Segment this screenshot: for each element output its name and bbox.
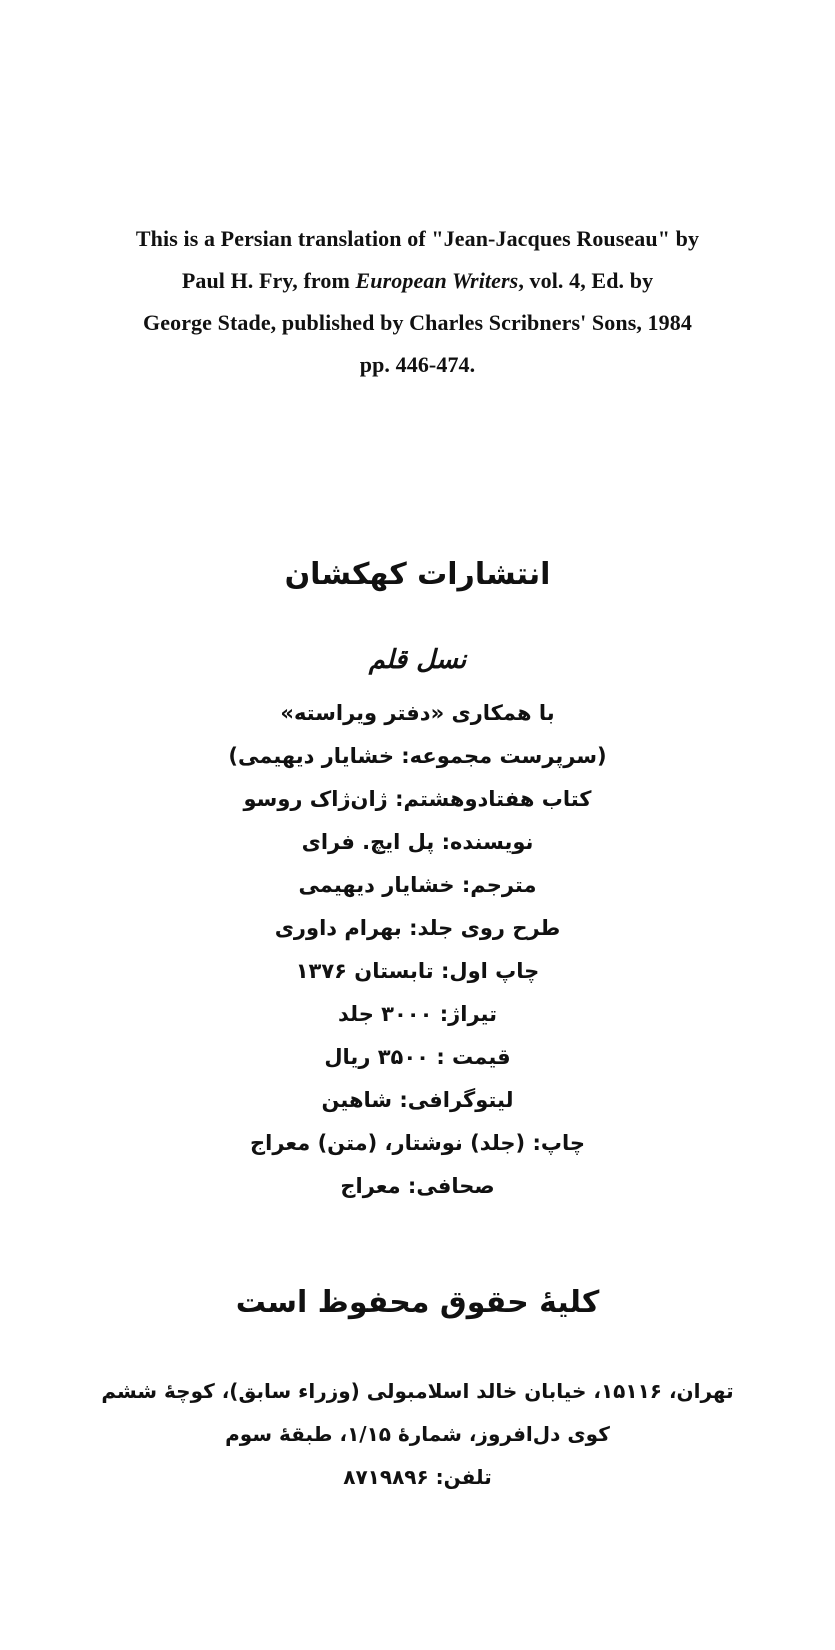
credit-line: صحافی: معراج xyxy=(340,1174,495,1198)
rights-notice: کلیهٔ حقوق محفوظ است xyxy=(235,1285,600,1320)
series-title: نسل قلم xyxy=(368,645,467,675)
credit-line: مترجم: خشایار دیهیمی xyxy=(298,873,537,897)
publisher-address xyxy=(0,1370,835,1499)
credit-line: نویسنده: پل ایچ. فرای xyxy=(301,830,534,854)
publisher-name: انتشارات کهکشان xyxy=(284,557,551,592)
credit-line: چاپ اول: تابستان ۱۳۷۶ xyxy=(295,959,540,983)
source-book-title: European Writers xyxy=(355,268,519,293)
credits-list xyxy=(0,692,835,1208)
credit-line: کتاب هفتادوهشتم: ژان‌ژاک روسو xyxy=(243,787,592,811)
address-line: تهران، ۱۵۱۱۶، خیابان خالد اسلامبولی (وزراء سابق)، کوچهٔ ششم xyxy=(101,1379,734,1403)
colophon-line-2-prefix: Paul H. Fry, from xyxy=(181,268,356,293)
colophon-line-4: pp. 446-474. xyxy=(359,352,476,377)
colophon-line-2-suffix: , vol. 4, Ed. by xyxy=(518,268,654,293)
credit-line: (سرپرست مجموعه: خشایار دیهیمی) xyxy=(228,744,607,768)
colophon-line-1: This is a Persian translation of "Jean-Jacques Rouseau" by xyxy=(135,226,700,251)
credit-line: چاپ: (جلد) نوشتار، (متن) معراج xyxy=(250,1131,585,1155)
address-line: کوی دل‌افروز، شمارهٔ ۱/۱۵، طبقهٔ سوم xyxy=(225,1422,610,1446)
credit-line: با همکاری «دفتر ویراسته» xyxy=(280,701,555,725)
colophon-line-2 xyxy=(70,260,765,302)
credit-line: تیراژ: ۳۰۰۰ جلد xyxy=(338,1002,497,1026)
english-colophon xyxy=(70,218,765,386)
credit-line: قیمت : ۳۵۰۰ ریال xyxy=(324,1045,511,1069)
credit-line: لیتوگرافی: شاهین xyxy=(321,1088,514,1112)
phone-line: تلفن: ۸۷۱۹۸۹۶ xyxy=(343,1465,492,1489)
credit-line: طرح روی جلد: بهرام داوری xyxy=(274,916,561,940)
colophon-line-3: George Stade, published by Charles Scribners' Sons, 1984 xyxy=(143,310,692,335)
